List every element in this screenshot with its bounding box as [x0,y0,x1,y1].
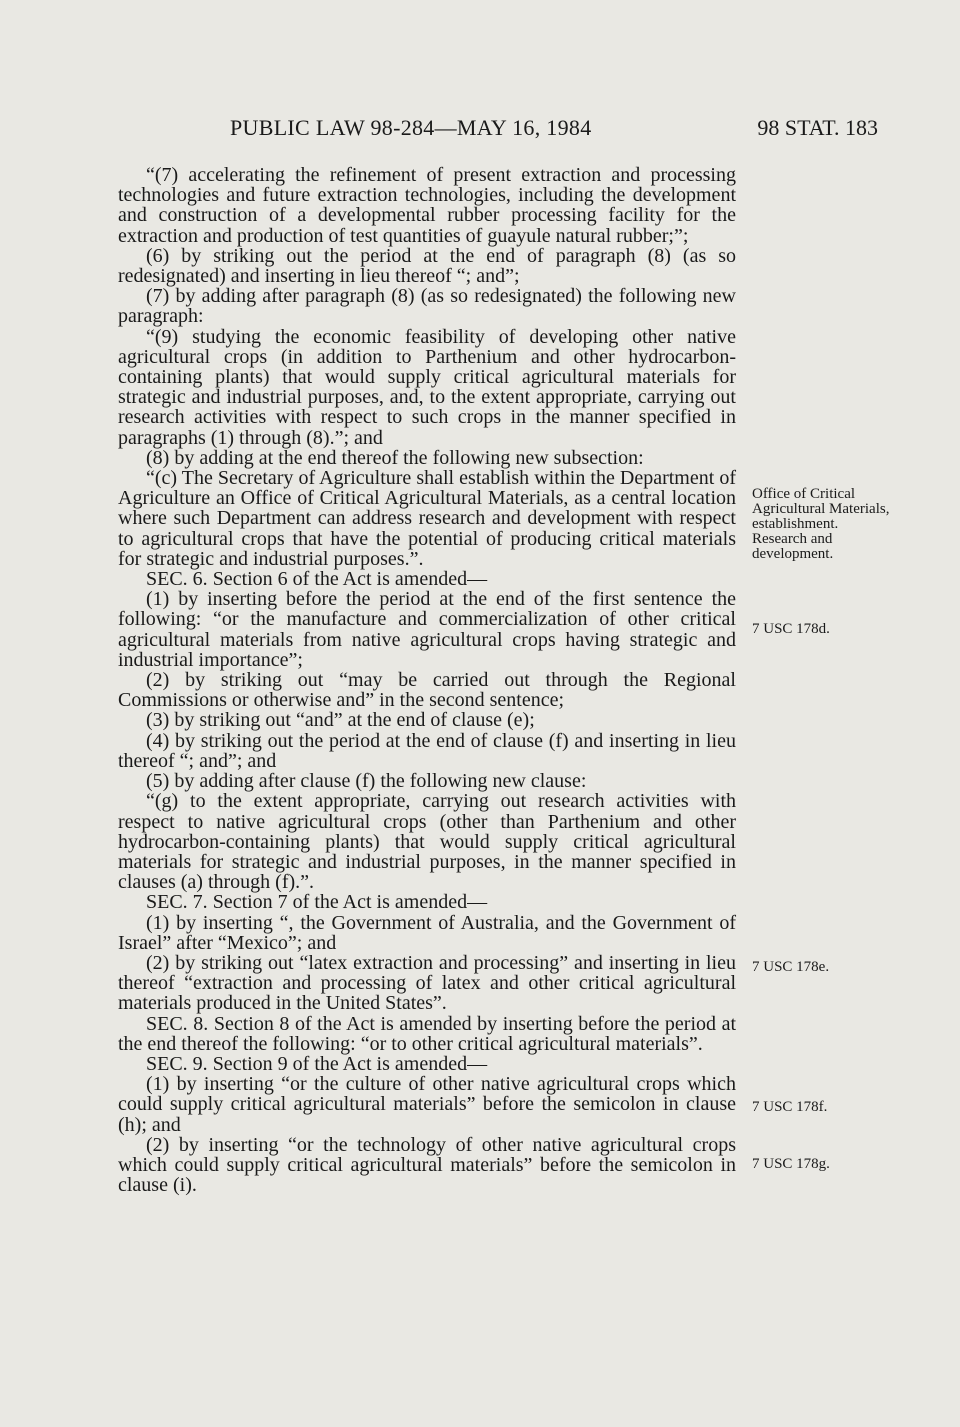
paragraph: (4) by striking out the period at the end of clause (f) and inserting in lieu thereof “; and”; and [118,729,736,772]
paragraph: (2) by inserting “or the technology of other native agricultural crops which could supply critical agricultural materials” before the semicolon in clause (i). [118,1133,736,1197]
section-paragraph [118,1014,736,1054]
paragraph: (2) by striking out “latex extraction and processing” and inserting in lieu thereof “extraction and processing of latex and other critical agricultural materials produced in the United States”. [118,951,736,1015]
section-label: SEC. 8. [146,1012,209,1035]
margin-note-usc-178g: 7 USC 178g. [752,1156,830,1172]
margin-note-usc-178f: 7 USC 178f. [752,1099,828,1115]
paragraph: (3) by striking out “and” at the end of clause (e); [146,709,535,732]
statute-page-number: 98 STAT. 183 [757,115,878,140]
section-label: SEC. 6. [146,568,208,591]
paragraph: (5) by adding after clause (f) the following new clause: [146,770,587,793]
paragraph: (1) by inserting “or the culture of other native agricultural crops which could supply critical agricultural materials” before the semicolon in clause (h); and [118,1073,736,1136]
paragraph: (6) by striking out the period at the end of paragraph (8) (as so redesignated) and inserting in lieu thereof “; and”; [118,244,736,288]
paragraph: “(7) accelerating the refinement of present extraction and processing technologies and future extraction technologies, including the development and construction of a developmental rubber processing facility for the extraction and production of test quantities of guayule natural rubber;”; [118,164,736,247]
page-header [118,115,878,145]
paragraph: (8) by adding at the end thereof the following new subsection: [146,446,644,469]
body-text [118,165,736,1195]
paragraph: “(9) studying the economic feasibility of developing other native agricultural crops (in addition to Parthenium and other hydrocarbon-containing plants) that would supply critical agricultural materials for strategic and industrial purposes, and, to the extent appropriate, carrying out research activities with respect to such crops in the manner specified in paragraphs (1) through (8).”; and [118,325,736,449]
section-paragraph [118,1054,736,1074]
paragraph: “(g) to the extent appropriate, carrying out research activities with respect to native agricultural crops (other than Parthenium and other hydrocarbon-containing plants) that would supply critical agricultural materials for strategic and industrial purposes, in the manner specified in clauses (a) through (f).”. [118,790,736,894]
section-text: Section 8 of the Act is amended by inserting before the period at the end thereof the following: “or to other critical agricultural materials”. [118,1012,737,1055]
margin-note-usc-178e: 7 USC 178e. [752,959,830,975]
paragraph: (7) by adding after paragraph (8) (as so redesignated) the following new paragraph: [118,285,736,328]
paragraph: “(c) The Secretary of Agriculture shall establish within the Department of Agriculture an Office of Critical Agricultural Materials, as a central location where such Department can address research and development with respect to agricultural crops that have the potential of producing critical materials for strategic and industrial purposes.”. [118,467,736,570]
section-label: SEC. 7. [146,891,208,914]
margin-note-office: Office of Critical Agricultural Materials, establishment. Research and development. [752,486,890,562]
paragraph: (1) by inserting “, the Government of Australia, and the Government of Israel” after “Mexico”; and [118,911,736,954]
header-title: PUBLIC LAW 98-284—MAY 16, 1984 [230,115,592,140]
section-label: SEC. 9. [146,1052,208,1075]
section-text: Section 6 of the Act is amended— [212,568,488,591]
paragraph: (2) by striking out “may be carried out through the Regional Commissions or otherwise and” in the second sentence; [118,669,736,712]
section-text: Section 7 of the Act is amended— [212,891,488,914]
margin-note-usc-178d: 7 USC 178d. [752,621,830,637]
section-text: Section 9 of the Act is amended— [212,1052,488,1075]
section-paragraph [118,892,736,912]
paragraph: (1) by inserting before the period at the end of the first sentence the following: “or the manufacture and commercialization of other critical agricultural materials from native agricultural crops having strategic and industrial importance”; [118,588,736,671]
section-paragraph [118,569,736,589]
